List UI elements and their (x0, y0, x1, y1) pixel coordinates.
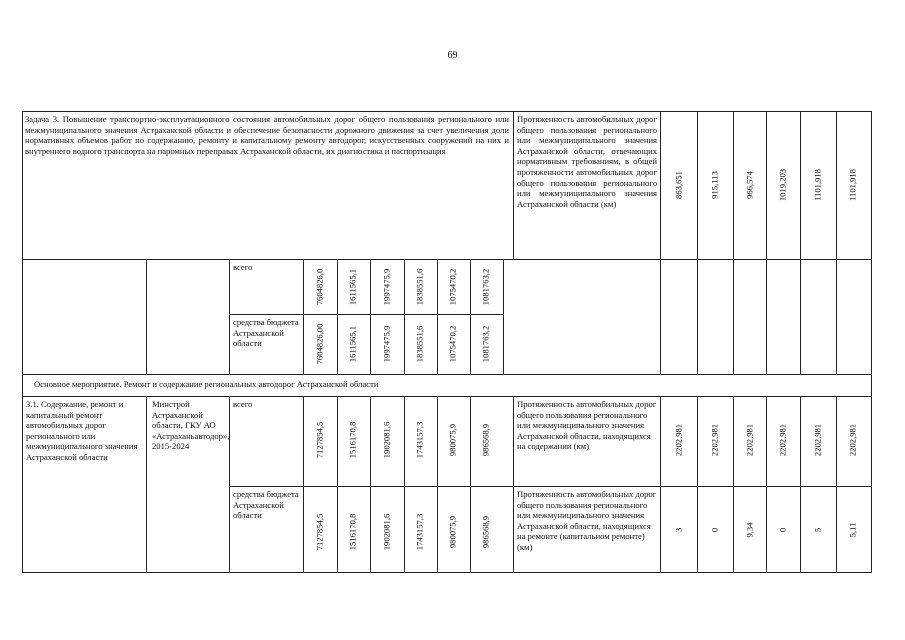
rule (836, 396, 837, 573)
rule (229, 259, 230, 375)
indicator-value: 1019,203 (777, 168, 788, 202)
rule (513, 396, 514, 573)
item-total-value: 1743157,3 (414, 421, 425, 459)
indicator1-value: 2202,981 (847, 423, 858, 457)
rule (404, 259, 405, 375)
rule (437, 396, 438, 573)
rule (22, 111, 23, 573)
rule (146, 259, 147, 375)
funding-total-value: 1838551,6 (414, 268, 425, 306)
funding-total-value: 7604826,0 (314, 268, 325, 306)
indicator1-value: 2202,981 (812, 423, 823, 457)
indicator-text: Протяженность автомобильных дорог общего пользования регионального или межмуниципального значения Астраханской области, отвечающих нормативным требованиям, в общей протяженности автомобильных дорог общего пользования регионального или межмуниципального значения Астраханской области (км) (517, 114, 657, 209)
rule (437, 259, 438, 375)
rule (733, 396, 734, 573)
item-budget-label: средства бюджета Астраханской области (233, 489, 299, 521)
funding-budget-label: средства бюджета Астраханской области (233, 317, 299, 349)
funding-budget-value: 1611565,1 (347, 325, 358, 363)
funding-budget-value: 7604826,00 (314, 323, 325, 365)
item-budget-value: 1743157,3 (414, 513, 425, 551)
indicator2-value: 0 (777, 527, 788, 533)
indicator1-value: 2202,981 (709, 423, 720, 457)
indicator-value: 1101,918 (812, 169, 823, 201)
indicator1-value: 2202,981 (744, 423, 755, 457)
funding-total-value: 1611565,1 (347, 268, 358, 306)
item-total-value: 7127854,5 (314, 421, 325, 459)
rule (697, 396, 698, 573)
funding-budget-value: 1838551,6 (414, 325, 425, 363)
indicator1-value: 2202,981 (673, 423, 684, 457)
funding-total-value: 1075470,2 (447, 268, 458, 306)
rule (800, 111, 801, 375)
funding-budget-value: 1081763,2 (480, 325, 491, 363)
item-budget-value: 1516170,8 (347, 513, 358, 551)
funding-total-label: всего (233, 262, 253, 272)
task-title: Задача 3. Повышение транспортно-эксплуатационного состояния автомобильных дорог общего пользования регионального или межмуниципального значения Астраханской области и обеспечение безопасности дорожного движения за счет увеличения доли нормативных объемов работ по содержанию, ремонту и капитальному ремонту автодорог, искусственных сооружений на них и внутреннего водного транспорта на паромных переправах Астраханской области, их диагностика и паспортизация (25, 114, 509, 156)
item-indicator1: Протяженность автомобильных дорог общего пользования регионального или межмуниципального значения Астраханской области, находящихся на содержании (км) (517, 399, 657, 452)
rule (337, 396, 338, 573)
item-budget-value: 7127854,5 (314, 513, 325, 551)
rule (303, 259, 304, 375)
rule (337, 259, 338, 375)
item-total-value: 980075,9 (447, 423, 458, 457)
item-budget-value: 1902081,6 (381, 513, 392, 551)
item-name: 3.1. Содержание, ремонт и капитальный ремонт автомобильных дорог регионального или межмуниципального значения Астраханской области (26, 399, 138, 462)
funding-total-value: 1081763,2 (480, 268, 491, 306)
rule (22, 374, 872, 375)
rule (660, 111, 661, 375)
rule (404, 396, 405, 573)
rule (370, 396, 371, 573)
rule (800, 396, 801, 573)
indicator2-value: 5 (812, 527, 823, 533)
indicator2-value: 9,34 (744, 522, 755, 538)
rule (503, 259, 504, 375)
item-total-label: всего (233, 399, 253, 409)
indicator-value: 966,574 (744, 171, 755, 199)
rule (470, 259, 471, 375)
rule (513, 111, 514, 259)
rule (229, 486, 872, 487)
rule (22, 259, 872, 260)
indicator-value: 915,113 (709, 171, 720, 199)
page-number: 69 (447, 50, 458, 61)
funding-total-value: 1997475,9 (381, 268, 392, 306)
item-budget-value: 986568,9 (480, 515, 491, 549)
item-total-value: 1902081,6 (381, 421, 392, 459)
rule (303, 396, 304, 573)
indicator-value: 863,651 (673, 171, 684, 199)
rule (733, 111, 734, 375)
item-indicator2: Протяженность автомобильных дорог общего пользования регионального или межмуниципального значения Астраханской области, находящихся на ремонте (капитальном ремонте) (км) (517, 489, 657, 552)
funding-budget-value: 1997475,9 (381, 325, 392, 363)
indicator2-value: 0 (709, 527, 720, 533)
rule (871, 111, 872, 573)
rule (370, 259, 371, 375)
rule (660, 396, 661, 573)
rule (22, 396, 872, 397)
rule (470, 396, 471, 573)
rule (146, 396, 147, 573)
item-total-value: 1516170,8 (347, 421, 358, 459)
rule (229, 396, 230, 573)
rule (766, 111, 767, 375)
indicator1-value: 2202,981 (777, 423, 788, 457)
item-budget-value: 980075,9 (447, 515, 458, 549)
item-executor: Минстрой Астраханской области, ГКУ АО «Астраханьавтодор», 2015-2024 (152, 399, 230, 452)
item-total-value: 986568,9 (480, 423, 491, 457)
indicator2-value: 5,11 (847, 522, 858, 538)
indicator2-value: 3 (673, 527, 684, 533)
rule (766, 396, 767, 573)
rule (229, 314, 503, 315)
rule (22, 111, 872, 112)
rule (697, 111, 698, 375)
funding-budget-value: 1075470,2 (447, 325, 458, 363)
rule (22, 572, 872, 573)
rule (836, 111, 837, 375)
main-activity: Основное мероприятие. Ремонт и содержание региональных автодорог Астраханской области (34, 379, 379, 389)
indicator-value: 1101,918 (847, 169, 858, 201)
